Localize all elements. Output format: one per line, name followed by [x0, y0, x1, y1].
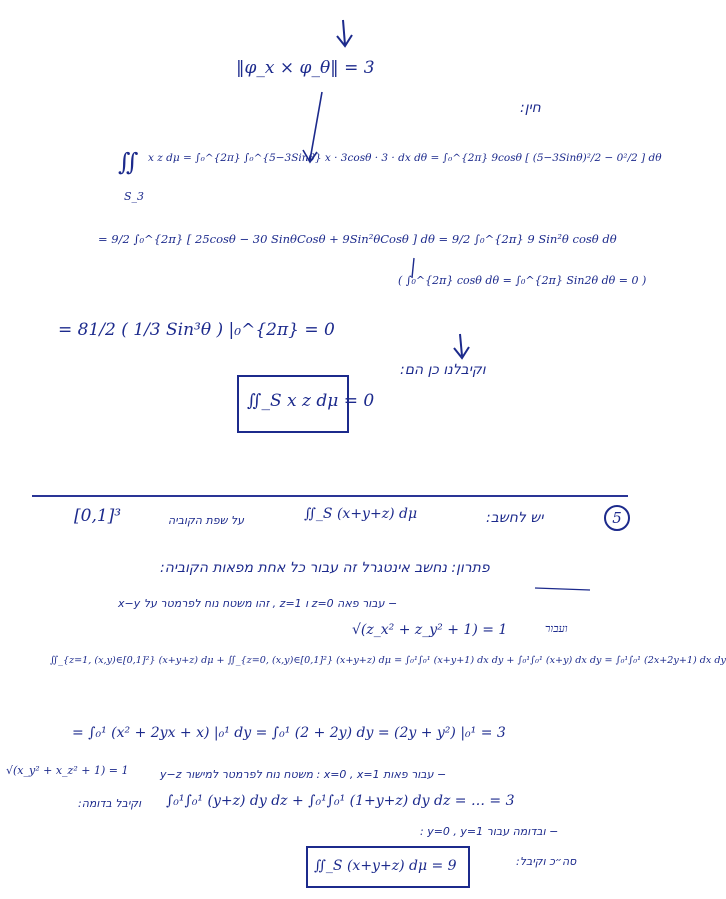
equation-line-3: = 81/2 ( 1/3 Sin³θ ) |₀^{2π} = 0 [58, 320, 335, 340]
solution-intro: פתרון: נחשב אינטגרל זה עבור כל אחת מפאות הקוביה: [160, 560, 490, 576]
solution-face-x: − עבור פאות x=0 , x=1 : משטח נוח לפרמטר למישור y−z [160, 768, 447, 781]
solution-jacobian-z: √(z_x² + z_y² + 1) = 1 [352, 622, 508, 638]
hint-label: חין: [520, 100, 541, 116]
solution-face-z: − עבור פאה z=0 ו z=1 , זהו משטח נוח לפרמטר על x−y [118, 597, 398, 610]
eq1-surface-label: S_3 [124, 190, 145, 203]
solution-eq-next: = ∫₀¹ (x² + 2yx + x) |₀¹ dy = ∫₀¹ (2 + 2y) dy = (2y + y²) |₀¹ = 3 [72, 725, 506, 741]
solution-similar-label: וקיבל בדומה: [78, 797, 142, 810]
norm-equation: ‖φ_x × φ_θ‖ = 3 [236, 58, 375, 78]
solution-jacobian-x: √(x_y² + x_z² + 1) = 1 [6, 764, 129, 777]
boxed-result-top [237, 375, 375, 433]
boxed-result-final [306, 846, 470, 888]
solution-note: ועבור [545, 622, 568, 635]
boxed-result-top-text: ∬_S x z dμ = 0 [247, 391, 375, 411]
problem-cube: [0,1]³ [74, 506, 122, 526]
section-divider [32, 495, 628, 497]
conclusion-text: וקיבלנו כן הם: [400, 362, 486, 378]
problem-integral: ∬_S (x+y+z) dμ [304, 506, 418, 522]
boxed-result-final-text: ∬_S (x+y+z) dμ = 9 [314, 858, 457, 874]
problem-statement-label: יש לחשב: [486, 510, 544, 526]
solution-face-y: − ובדומה עבור y=0 , y=1 : [420, 825, 559, 838]
equation-line-2: = 9/2 ∫₀^{2π} [ 25cosθ − 30 SinθCosθ + 9Sin²θCosθ ] dθ = 9/2 ∫₀^{2π} 9 Sin²θ cosθ dθ [98, 232, 617, 246]
equation-line-1: x z dμ = ∫₀^{2π} ∫₀^{5−3Sinθ} x · 3cosθ · 3 · dx dθ = ∫₀^{2π} 9cosθ [ (5−3Sinθ)²/2 − 0²/2 ] dθ [148, 152, 662, 164]
problem-where: על שפת הקוביה [168, 514, 245, 527]
problem-number: 5 [604, 505, 630, 531]
solution-eq-big: ∬_{z=1, (x,y)∈[0,1]²} (x+y+z) dμ + ∬_{z=0, (x,y)∈[0,1]²} (x+y+z) dμ = ∫₀¹∫₀¹ (x+y+1) dx dy + ∫₀¹∫₀¹ (x+y) dx dy = ∫₀¹∫₀¹ (2x+2y+1) dx dy [50, 655, 726, 666]
solution-eq-x: ∫₀¹∫₀¹ (y+z) dy dz + ∫₀¹∫₀¹ (1+y+z) dy dz = … = 3 [166, 793, 515, 809]
eq1-integral-sign: ∬ [118, 148, 139, 176]
total-label: סה״כ וקיבל: [516, 855, 577, 868]
equation-line-2-note: ( ∫₀^{2π} cosθ dθ = ∫₀^{2π} Sin2θ dθ = 0 ) [398, 274, 647, 287]
